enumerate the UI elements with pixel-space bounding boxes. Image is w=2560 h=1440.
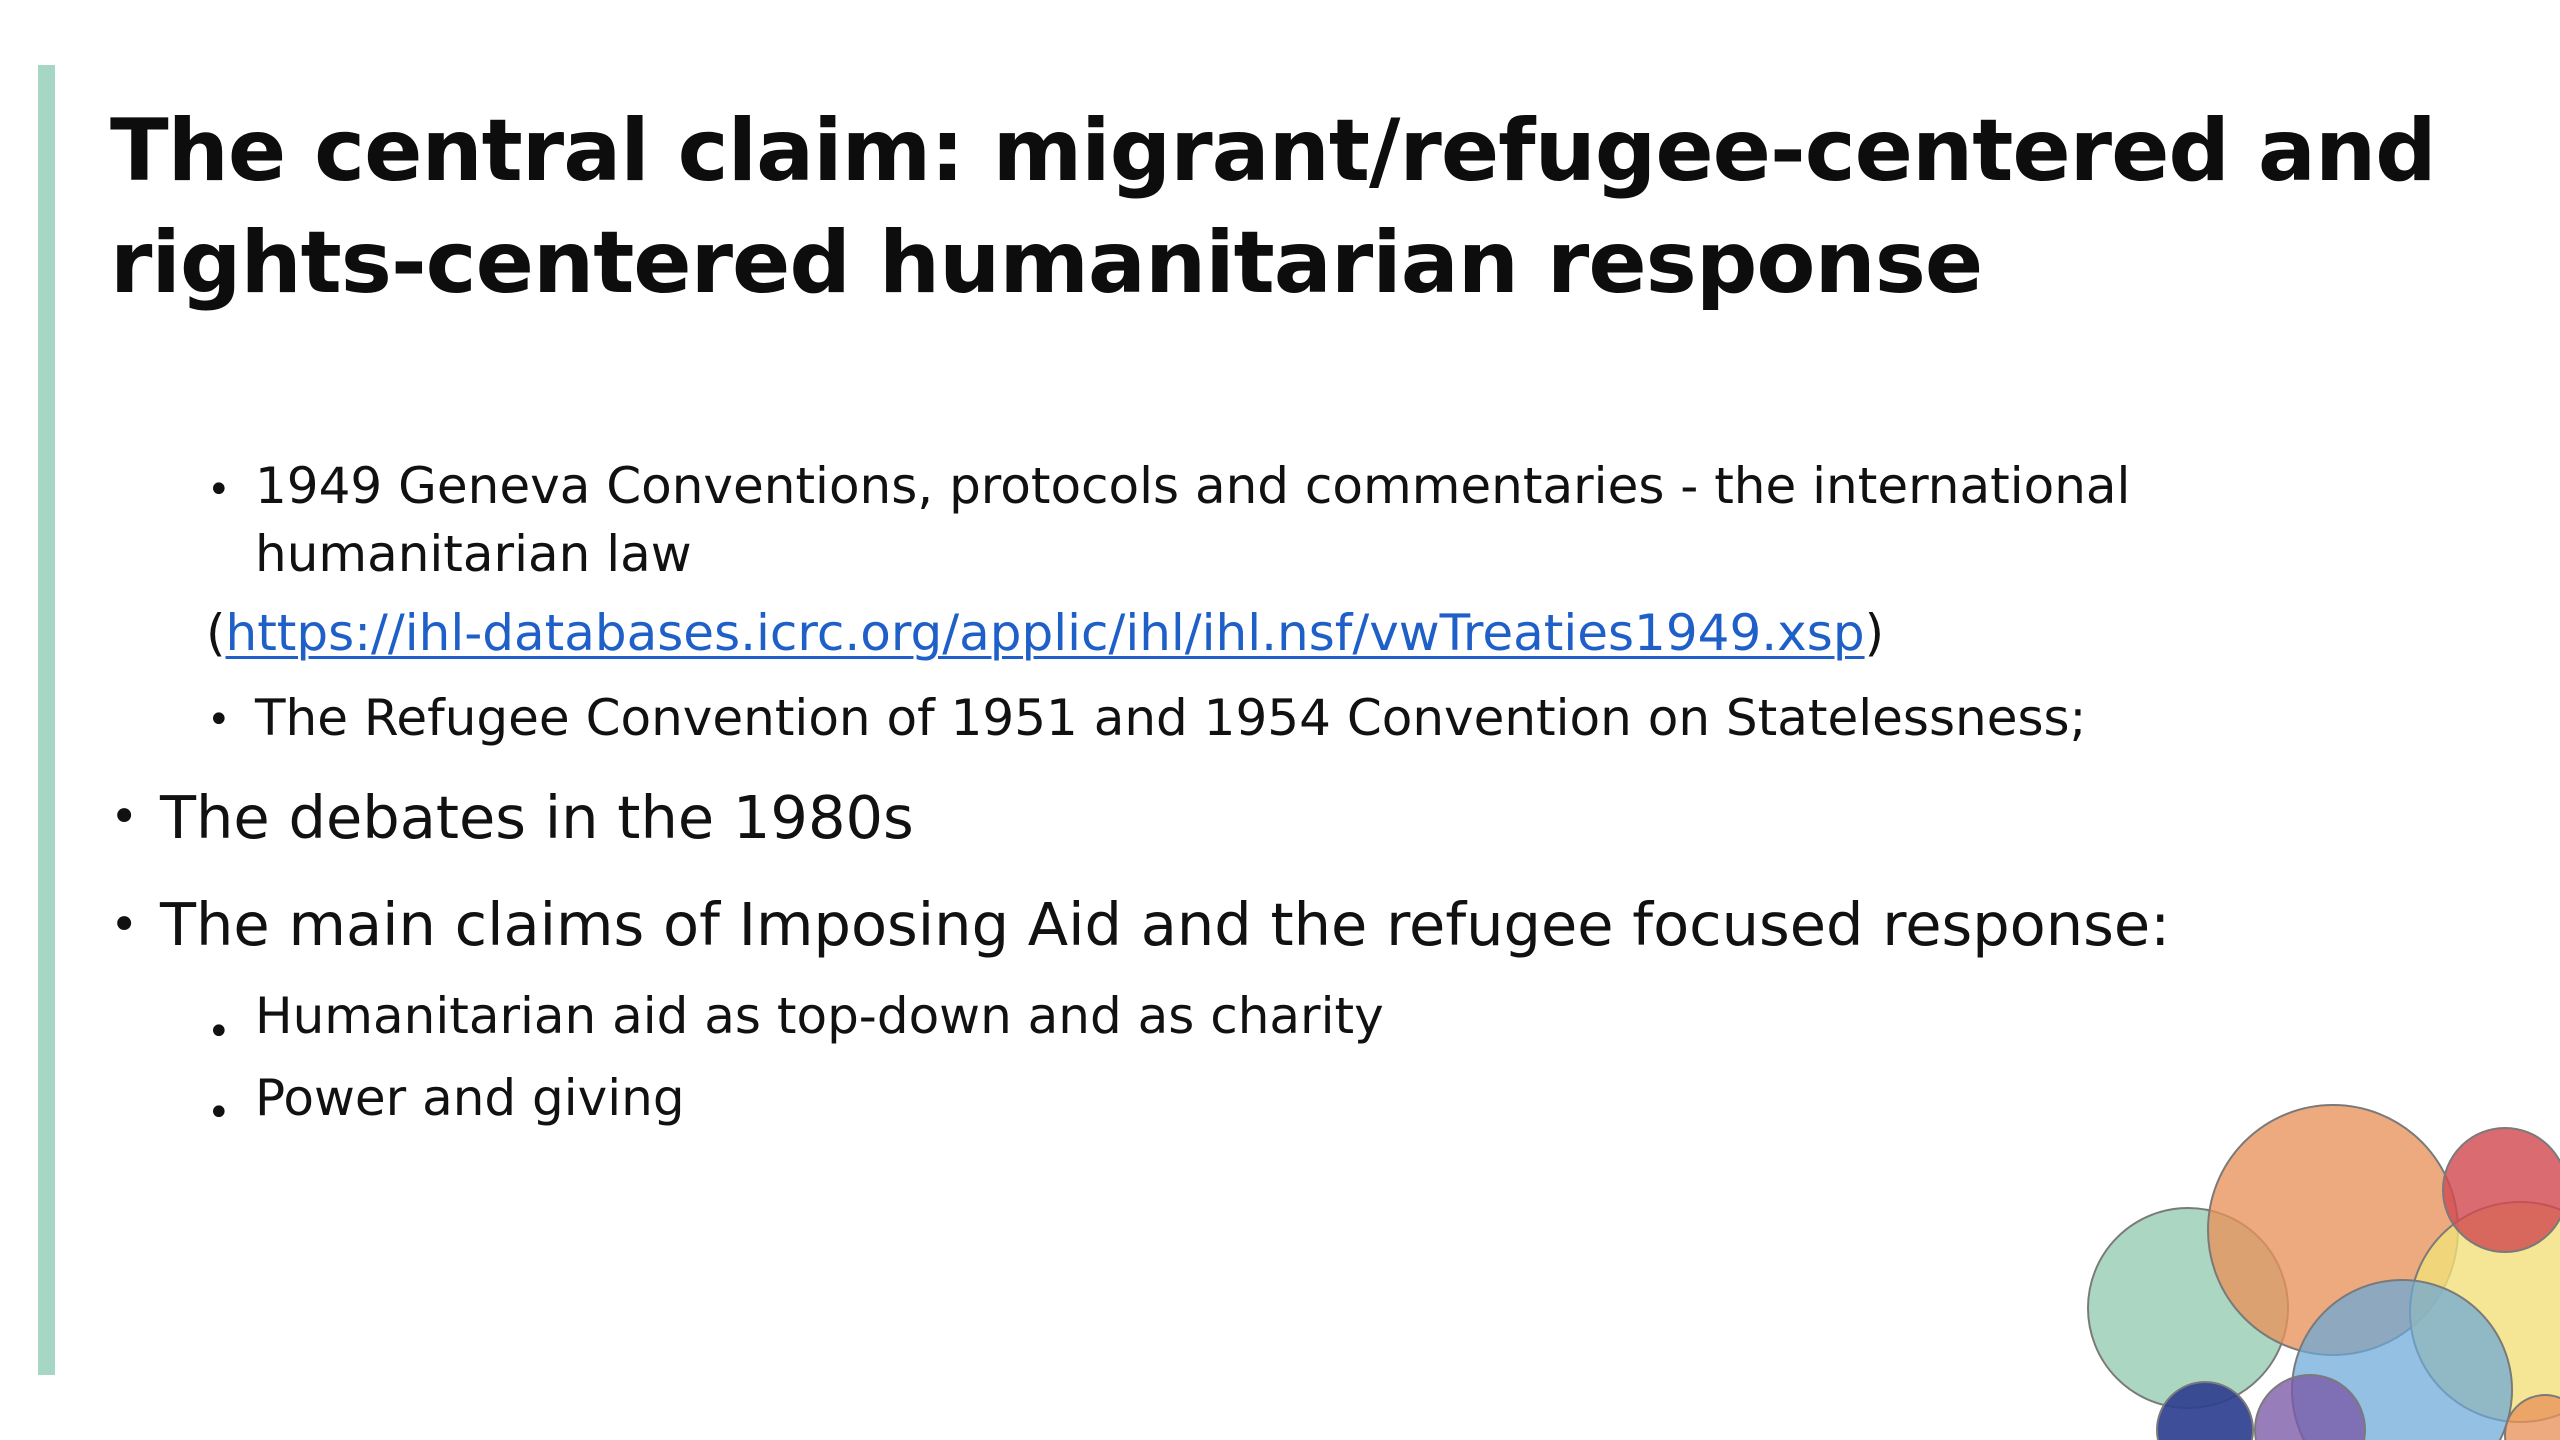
bullet-glyph: • <box>110 789 139 845</box>
bubble-red <box>2443 1128 2560 1252</box>
bullet-geneva-line-2: humanitarian law <box>255 525 692 583</box>
bullet-geneva-line-1: 1949 Geneva Conventions, protocols and commentaries - the international <box>255 457 2131 515</box>
bullet-power-giving: Power and giving <box>255 1069 685 1127</box>
slide-title-line-1: The central claim: migrant/refugee-centered and <box>110 101 2436 201</box>
slide-title <box>110 95 2436 319</box>
bullet-aid-top-down: Humanitarian aid as top-down and as charity <box>255 987 1384 1045</box>
bullet-glyph: • <box>110 897 139 953</box>
icrc-treaties-link[interactable]: https://ihl-databases.icrc.org/applic/ihl/ihl.nsf/vwTreaties1949.xsp <box>225 604 1865 662</box>
bullet-refugee-convention: The Refugee Convention of 1951 and 1954 Convention on Statelessness; <box>255 689 2087 747</box>
geneva-link-line <box>206 597 1884 669</box>
bullet-glyph: • <box>207 1090 231 1136</box>
bullet-main-claims: The main claims of Imposing Aid and the refugee focused response: <box>160 890 2171 959</box>
link-close-paren: ) <box>1864 604 1885 662</box>
slide-title-line-2: rights-centered humanitarian response <box>110 213 1983 313</box>
link-open-paren: ( <box>206 604 226 662</box>
bullet-glyph: • <box>207 467 231 513</box>
accent-bar <box>38 65 55 1375</box>
bullet-glyph: • <box>207 697 231 743</box>
bullet-debates-1980s: The debates in the 1980s <box>160 783 914 852</box>
decorative-bubbles-graphic <box>2080 1100 2560 1440</box>
bullet-glyph: • <box>207 1009 231 1055</box>
